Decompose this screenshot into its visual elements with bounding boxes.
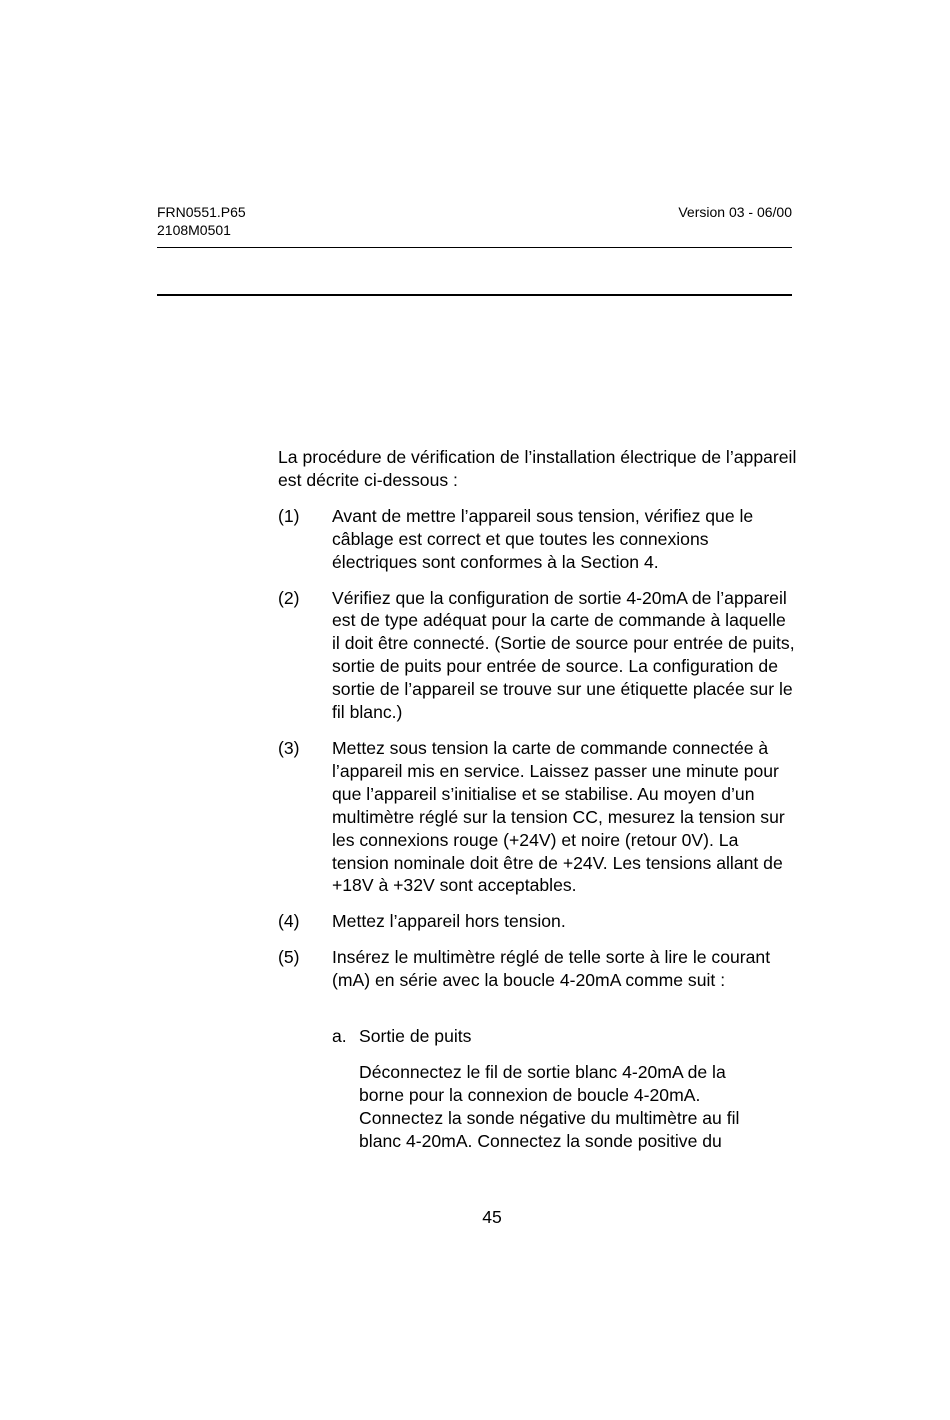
section-divider xyxy=(157,294,792,296)
file-name: FRN0551.P65 xyxy=(157,204,246,220)
step-number: (4) xyxy=(278,911,300,932)
list-item xyxy=(278,505,798,574)
version-label: Version 03 - 06/00 xyxy=(678,204,792,220)
page-body xyxy=(278,446,798,1153)
intro-paragraph: La procédure de vérification de l’installation électrique de l’appareil est décrite ci-dessous : xyxy=(278,447,797,490)
step-text: Mettez l’appareil hors tension. xyxy=(332,911,566,932)
sub-item-letter: a. xyxy=(332,1026,347,1047)
step-text: Mettez sous tension la carte de commande connectée à l’appareil mis en service. Laissez passer une minute pour que l’appareil s’initialise et se stabilise. Au moyen d’un multimètre réglé sur la tension CC, mesurez la tension sur les connexions rouge (+24V) et noire (retour 0V). La tension nominale doit être de +24V. Les tensions allant de +18V à +32V sont acceptables. xyxy=(332,737,785,896)
sub-item-title: Sortie de puits xyxy=(359,1026,472,1047)
step-number: (1) xyxy=(278,505,300,526)
list-item xyxy=(278,910,798,933)
step-number: (3) xyxy=(278,737,300,758)
list-item xyxy=(278,587,798,724)
list-item xyxy=(278,737,798,897)
step-number: (2) xyxy=(278,587,300,608)
sub-item-heading xyxy=(332,1025,798,1048)
step-text: Avant de mettre l’appareil sous tension, vérifiez que le câblage est correct et que toutes les connexions électriques sont conformes à la Section 4. xyxy=(332,505,754,572)
step-text: Insérez le multimètre réglé de telle sorte à lire le courant (mA) en série avec la boucle 4-20mA comme suit : xyxy=(332,947,771,991)
page-number: 45 xyxy=(482,1207,502,1227)
step-number: (5) xyxy=(278,947,300,968)
list-item xyxy=(278,946,798,992)
step-text: Vérifiez que la configuration de sortie 4-20mA de l’appareil est de type adéquat pour la carte de commande à laquelle il doit être connecté. (Sortie de source pour entrée de puits, sortie de puits pour entrée de source. La configuration de sortie de l’appareil se trouve sur une étiquette placée sur le fil blanc.) xyxy=(332,587,795,723)
sub-item xyxy=(332,1025,798,1153)
header-left xyxy=(157,203,246,239)
sub-item-text: Déconnectez le fil de sortie blanc 4-20mA de la borne pour la connexion de boucle 4-20mA. Connectez la sonde négative du multimètre au fil blanc 4-20mA. Connectez la sonde positive du xyxy=(359,1061,740,1151)
header-divider xyxy=(157,247,792,248)
doc-code: 2108M0501 xyxy=(157,222,231,238)
